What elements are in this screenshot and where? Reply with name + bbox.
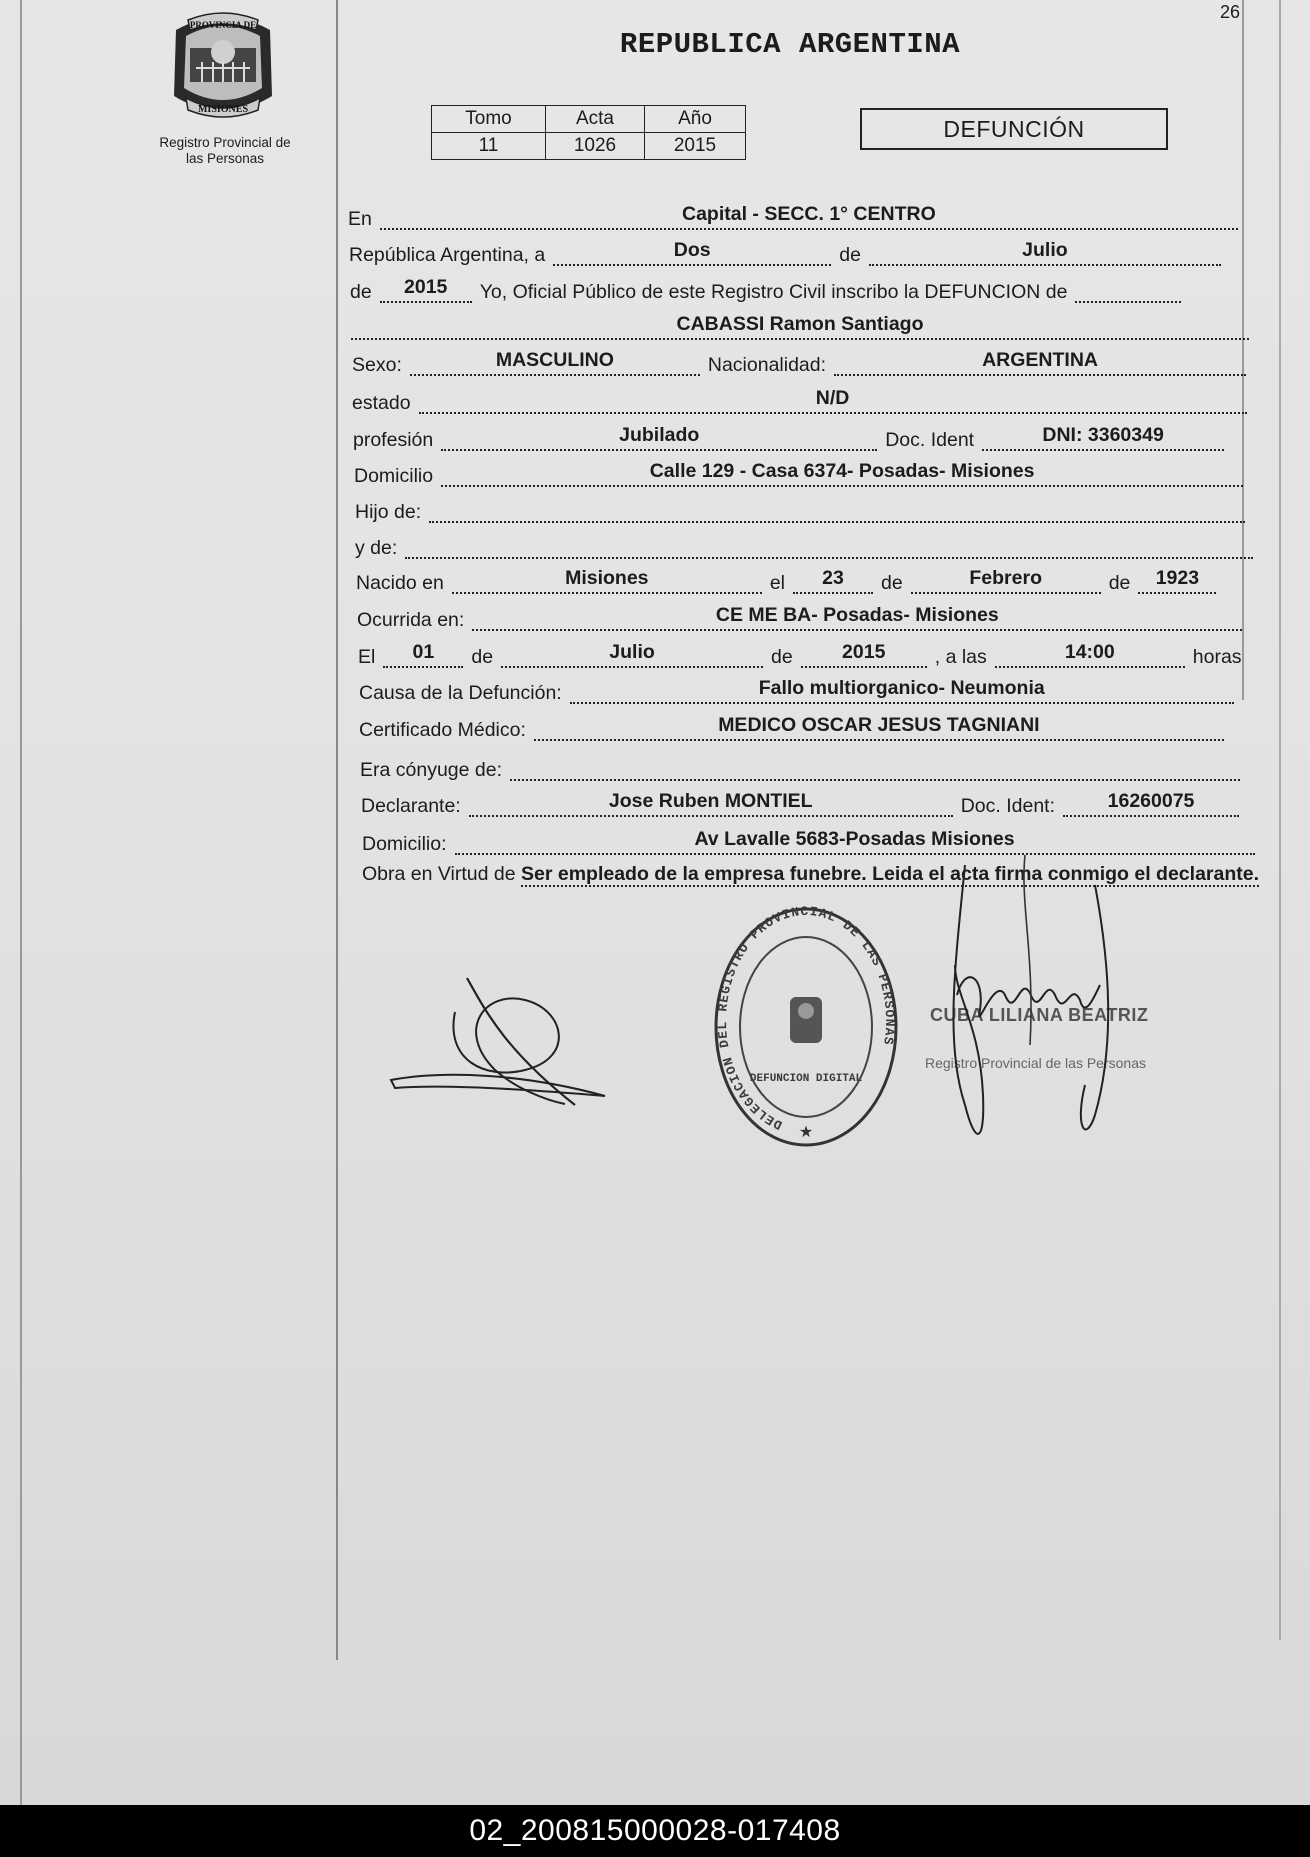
- field-nacido-en: Misiones: [452, 566, 762, 594]
- margin-rule: [336, 0, 338, 1660]
- row-y-de: y de:: [355, 531, 1253, 561]
- row-certificado: Certificado Médico: MEDICO OSCAR JESUS TAGNIANI: [359, 713, 1224, 743]
- field-certificado: MEDICO OSCAR JESUS TAGNIANI: [534, 713, 1224, 741]
- svg-text:DEFUNCION DIGITAL: DEFUNCION DIGITAL: [749, 1073, 863, 1085]
- field-doc-ident: DNI: 3360349: [982, 423, 1224, 451]
- official-stamp-icon: [712, 905, 900, 1149]
- row-nacimiento: Nacido en Misiones el 23 de Febrero de 1923: [356, 566, 1216, 596]
- value-acta: 1026: [546, 133, 645, 160]
- field-hijo-de: [429, 495, 1245, 523]
- field-ocurrida-en: CE ME BA- Posadas- Misiones: [472, 603, 1242, 631]
- reference-table: [431, 105, 746, 160]
- field-fallec-dia: 01: [383, 640, 463, 668]
- value-anio: 2015: [645, 133, 746, 160]
- officer-signature: [925, 845, 1130, 1155]
- page-number: 26: [1219, 2, 1240, 22]
- field-nombre: CABASSI Ramon Santiago: [351, 312, 1249, 340]
- row-lugar: En Capital - SECC. 1° CENTRO: [348, 202, 1238, 232]
- officer-role: Registro Provincial de las Personas: [925, 1055, 1146, 1071]
- row-anio-inscribo: de 2015 Yo, Oficial Público de este Registro Civil inscribo la DEFUNCION de: [350, 275, 1181, 305]
- document-title: REPUBLICA ARGENTINA: [619, 28, 961, 61]
- row-nombre: [351, 312, 1249, 342]
- field-fallec-mes: Julio: [501, 640, 763, 668]
- binding-edge: [20, 0, 22, 1805]
- row-fallecimiento: El 01 de Julio de 2015 , a las 14:00 horas: [358, 641, 1242, 668]
- field-fallec-hora: 14:00: [995, 640, 1185, 668]
- declarant-signature: [385, 970, 615, 1120]
- field-nacido-mes: Febrero: [911, 566, 1101, 594]
- field-sexo: MASCULINO: [410, 348, 700, 376]
- field-causa: Fallo multiorganico- Neumonia: [570, 676, 1234, 704]
- row-domicilio: Domicilio Calle 129 - Casa 6374- Posadas- Misiones: [354, 459, 1243, 489]
- officer-name: CUBA LILIANA BEATRIZ: [930, 1005, 1149, 1025]
- field-obra: Ser empleado de la empresa funebre. Leida el acta firma conmigo el declarante.: [521, 863, 1260, 885]
- row-ocurrida: Ocurrida en: CE ME BA- Posadas- Misiones: [357, 603, 1242, 633]
- row-hijo-de: Hijo de:: [355, 495, 1245, 525]
- row-causa: Causa de la Defunción: Fallo multiorganico- Neumonia: [359, 676, 1234, 706]
- field-declarante: Jose Ruben MONTIEL: [469, 789, 953, 817]
- field-declarante-domicilio: Av Lavalle 5683-Posadas Misiones: [455, 827, 1255, 855]
- row-profesion: profesión Jubilado Doc. Ident DNI: 3360349: [353, 423, 1224, 453]
- field-profesion: Jubilado: [441, 423, 877, 451]
- row-fecha: República Argentina, a Dos de Julio: [349, 238, 1221, 268]
- scan-identifier: 02_200815000028-017408: [0, 1805, 1310, 1857]
- header-tomo: Tomo: [432, 106, 546, 133]
- row-conyuge: Era cónyuge de:: [360, 753, 1240, 783]
- field-y-de: [405, 531, 1253, 559]
- svg-text:★: ★: [798, 1124, 814, 1141]
- svg-text:PROVINCIA DE: PROVINCIA DE: [189, 20, 257, 30]
- field-nacido-anio: 1923: [1138, 566, 1216, 594]
- row-declarante-domicilio: Domicilio: Av Lavalle 5683-Posadas Misiones: [362, 827, 1255, 857]
- field-inscribo-blank: [1075, 275, 1181, 303]
- header-anio: Año: [645, 106, 746, 133]
- value-tomo: 11: [432, 133, 546, 160]
- field-domicilio: Calle 129 - Casa 6374- Posadas- Misiones: [441, 459, 1243, 487]
- row-declarante: Declarante: Jose Ruben MONTIEL Doc. Ident: 16260075: [361, 789, 1239, 819]
- field-lugar: Capital - SECC. 1° CENTRO: [380, 202, 1238, 230]
- svg-text:DELEGACION DEL REGISTRO PROVIN: DELEGACION DEL REGISTRO PROVINCIAL DE LAS PERSONAS: [714, 905, 898, 1133]
- row-sexo: Sexo: MASCULINO Nacionalidad: ARGENTINA: [352, 348, 1246, 378]
- document-type-box: DEFUNCIÓN: [860, 108, 1168, 150]
- svg-text:MISIONES: MISIONES: [197, 104, 249, 115]
- row-estado: estado N/D: [352, 386, 1247, 416]
- field-anio: 2015: [380, 275, 472, 303]
- field-estado: N/D: [419, 386, 1247, 414]
- field-mes: Julio: [869, 238, 1221, 266]
- page-edge: [1279, 0, 1281, 1640]
- field-nacido-dia: 23: [793, 566, 873, 594]
- province-seal-icon: [168, 8, 278, 126]
- field-dia: Dos: [553, 238, 831, 266]
- header-acta: Acta: [546, 106, 645, 133]
- registry-name: Registro Provincial de las Personas: [159, 135, 291, 166]
- field-conyuge: [510, 753, 1240, 781]
- field-declarante-doc: 16260075: [1063, 789, 1239, 817]
- obra-en-virtud: Obra en Virtud de Ser empleado de la empresa funebre. Leida el acta firma conmigo el declarante.: [362, 863, 1260, 885]
- field-fallec-anio: 2015: [801, 640, 927, 668]
- field-nacionalidad: ARGENTINA: [834, 348, 1246, 376]
